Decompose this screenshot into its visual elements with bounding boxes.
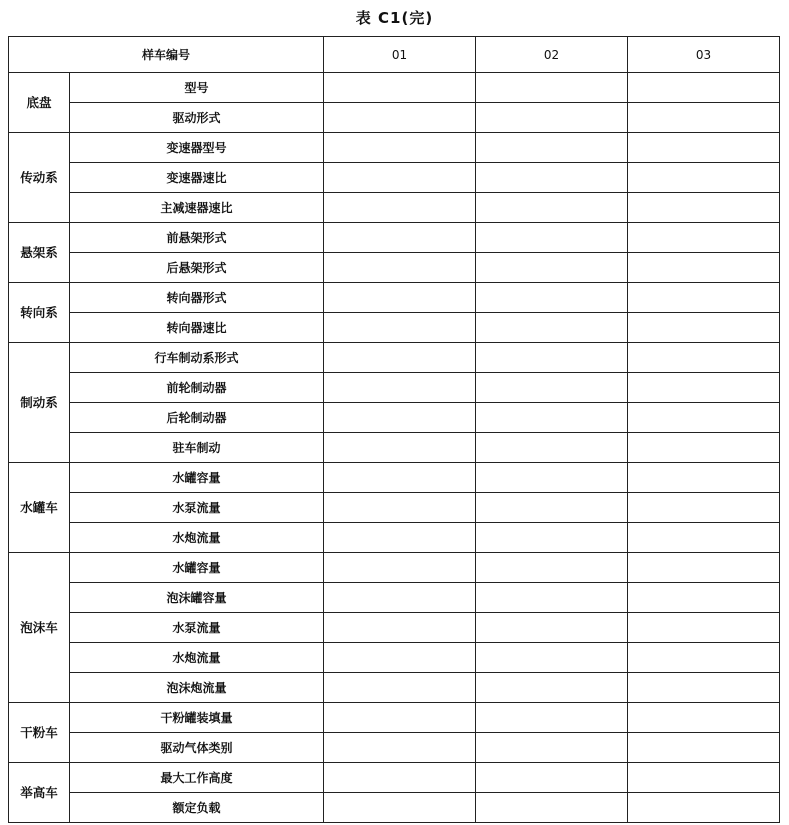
table-title: 表 C1(完) [355, 9, 434, 27]
table-row [9, 403, 780, 433]
value-cell [628, 763, 780, 793]
table-row [9, 223, 780, 253]
item-label: 前轮制动器 [70, 373, 324, 403]
value-cell [628, 793, 780, 823]
value-cell [476, 73, 628, 103]
table-row [9, 163, 780, 193]
spec-table [8, 36, 780, 823]
value-cell [324, 433, 476, 463]
table-row [9, 673, 780, 703]
value-cell [324, 463, 476, 493]
table-row [9, 703, 780, 733]
table-row [9, 763, 780, 793]
group-label: 底盘 [9, 73, 70, 133]
value-cell [476, 673, 628, 703]
value-cell [324, 493, 476, 523]
item-label: 变速器型号 [70, 133, 324, 163]
value-cell [628, 673, 780, 703]
value-cell [628, 703, 780, 733]
value-cell [324, 613, 476, 643]
value-cell [628, 403, 780, 433]
value-cell [476, 373, 628, 403]
value-cell [324, 193, 476, 223]
value-cell [476, 733, 628, 763]
table-row [9, 373, 780, 403]
table-row [9, 193, 780, 223]
value-cell [628, 553, 780, 583]
value-cell [628, 73, 780, 103]
item-label: 水泵流量 [70, 493, 324, 523]
item-label: 驱动形式 [70, 103, 324, 133]
value-cell [628, 223, 780, 253]
item-label: 变速器速比 [70, 163, 324, 193]
value-cell [476, 253, 628, 283]
value-cell [324, 553, 476, 583]
item-label: 驱动气体类别 [70, 733, 324, 763]
value-cell [476, 103, 628, 133]
value-cell [628, 463, 780, 493]
value-cell [476, 403, 628, 433]
value-cell [628, 583, 780, 613]
header-sample-03: 03 [628, 37, 780, 73]
value-cell [476, 433, 628, 463]
table-row [9, 583, 780, 613]
value-cell [476, 793, 628, 823]
value-cell [628, 433, 780, 463]
value-cell [476, 163, 628, 193]
table-row [9, 343, 780, 373]
value-cell [476, 553, 628, 583]
value-cell [324, 523, 476, 553]
group-label: 举高车 [9, 763, 70, 823]
table-row [9, 523, 780, 553]
item-label: 最大工作高度 [70, 763, 324, 793]
item-label: 转向器形式 [70, 283, 324, 313]
value-cell [476, 613, 628, 643]
value-cell [324, 373, 476, 403]
table-row [9, 493, 780, 523]
group-label: 干粉车 [9, 703, 70, 763]
table-row [9, 73, 780, 103]
header-row [9, 37, 780, 73]
value-cell [324, 163, 476, 193]
value-cell [476, 223, 628, 253]
value-cell [476, 313, 628, 343]
table-row [9, 103, 780, 133]
value-cell [476, 523, 628, 553]
item-label: 泡沫炮流量 [70, 673, 324, 703]
value-cell [324, 403, 476, 433]
value-cell [628, 253, 780, 283]
group-label: 转向系 [9, 283, 70, 343]
table-row [9, 283, 780, 313]
value-cell [324, 673, 476, 703]
value-cell [628, 163, 780, 193]
table-row [9, 643, 780, 673]
value-cell [324, 313, 476, 343]
item-label: 额定负载 [70, 793, 324, 823]
value-cell [628, 523, 780, 553]
item-label: 水炮流量 [70, 523, 324, 553]
value-cell [628, 613, 780, 643]
value-cell [628, 733, 780, 763]
value-cell [476, 643, 628, 673]
value-cell [628, 493, 780, 523]
table-row [9, 133, 780, 163]
value-cell [628, 193, 780, 223]
value-cell [324, 73, 476, 103]
value-cell [324, 793, 476, 823]
value-cell [324, 643, 476, 673]
value-cell [628, 283, 780, 313]
item-label: 水炮流量 [70, 643, 324, 673]
item-label: 后悬架形式 [70, 253, 324, 283]
value-cell [324, 343, 476, 373]
group-label: 泡沫车 [9, 553, 70, 703]
item-label: 干粉罐装填量 [70, 703, 324, 733]
value-cell [476, 583, 628, 613]
value-cell [628, 343, 780, 373]
value-cell [476, 343, 628, 373]
table-row [9, 733, 780, 763]
value-cell [324, 283, 476, 313]
item-label: 转向器速比 [70, 313, 324, 343]
header-item-label: 样车编号 [9, 37, 324, 73]
item-label: 前悬架形式 [70, 223, 324, 253]
value-cell [324, 703, 476, 733]
value-cell [324, 733, 476, 763]
group-label: 悬架系 [9, 223, 70, 283]
item-label: 驻车制动 [70, 433, 324, 463]
value-cell [476, 493, 628, 523]
value-cell [324, 583, 476, 613]
value-cell [476, 763, 628, 793]
item-label: 型号 [70, 73, 324, 103]
value-cell [324, 763, 476, 793]
table-row [9, 463, 780, 493]
group-label: 传动系 [9, 133, 70, 223]
table-row [9, 253, 780, 283]
value-cell [324, 103, 476, 133]
value-cell [628, 643, 780, 673]
item-label: 泡沫罐容量 [70, 583, 324, 613]
value-cell [628, 313, 780, 343]
table-row [9, 313, 780, 343]
item-label: 主减速器速比 [70, 193, 324, 223]
group-label: 水罐车 [9, 463, 70, 553]
table-row [9, 433, 780, 463]
header-sample-01: 01 [324, 37, 476, 73]
table-row [9, 613, 780, 643]
table-row [9, 553, 780, 583]
item-label: 水泵流量 [70, 613, 324, 643]
header-sample-02: 02 [476, 37, 628, 73]
value-cell [476, 463, 628, 493]
table-row [9, 793, 780, 823]
value-cell [476, 193, 628, 223]
value-cell [324, 223, 476, 253]
value-cell [476, 703, 628, 733]
value-cell [628, 133, 780, 163]
value-cell [324, 133, 476, 163]
value-cell [324, 253, 476, 283]
group-label: 制动系 [9, 343, 70, 463]
value-cell [476, 283, 628, 313]
value-cell [628, 373, 780, 403]
item-label: 行车制动系形式 [70, 343, 324, 373]
value-cell [476, 133, 628, 163]
value-cell [628, 103, 780, 133]
item-label: 后轮制动器 [70, 403, 324, 433]
item-label: 水罐容量 [70, 553, 324, 583]
item-label: 水罐容量 [70, 463, 324, 493]
